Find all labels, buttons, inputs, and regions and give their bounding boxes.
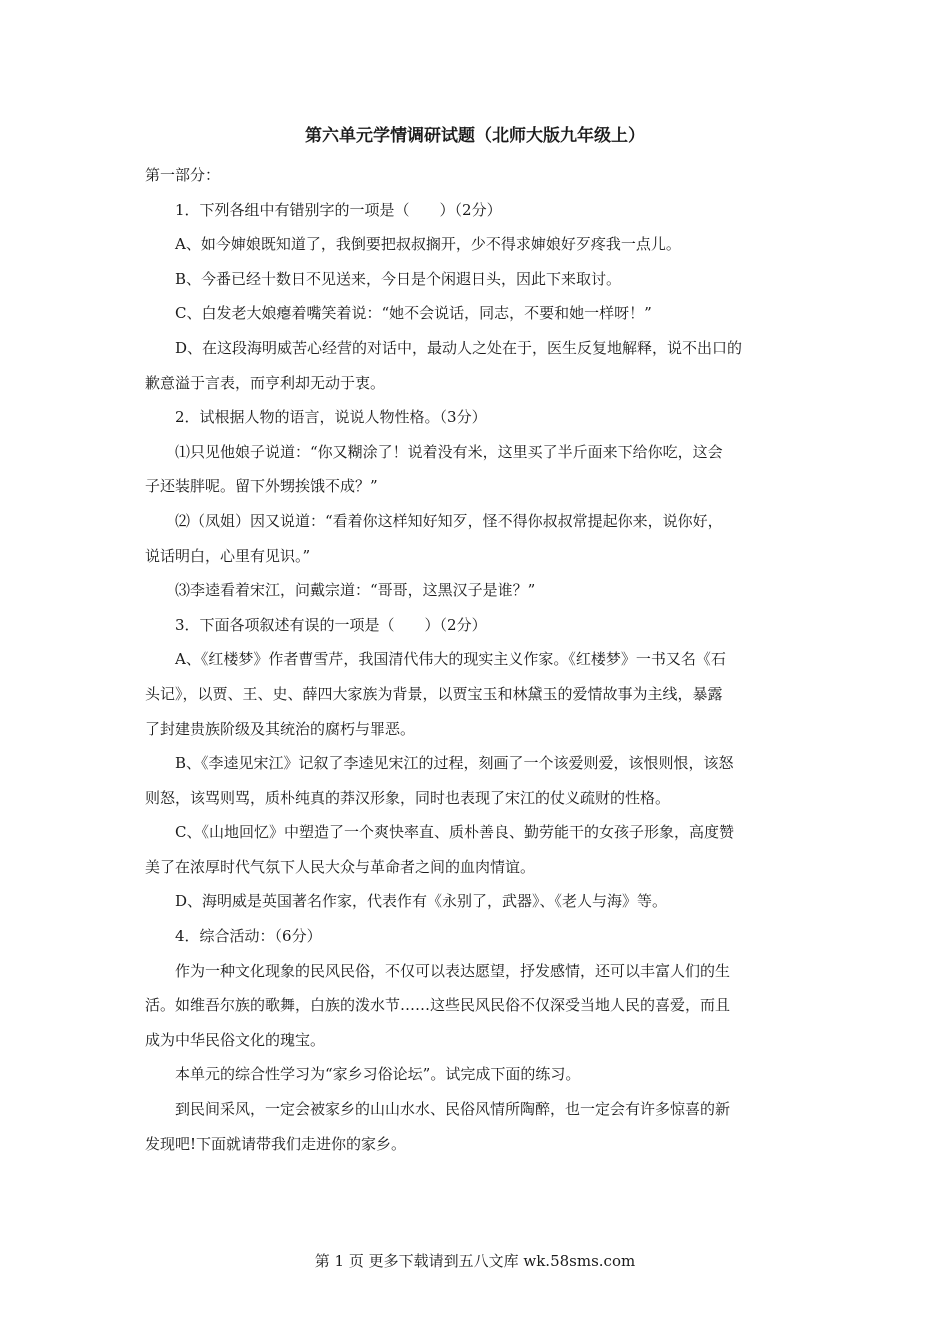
text-line: 成为中华民俗文化的瑰宝。 <box>145 1030 326 1049</box>
text-line: D、海明威是英国著名作家，代表作有《永别了，武器》、《老人与海》等。 <box>175 892 668 911</box>
text-line: 了封建贵族阶级及其统治的腐朽与罪恶。 <box>145 719 416 738</box>
text-line: 说话明白，心里有见识。” <box>145 546 311 565</box>
text-line: A、如今婶娘既知道了，我倒要把叔叔搁开，少不得求婶娘好歹疼我一点儿。 <box>175 235 681 254</box>
text-line: 头记》，以贾、王、史、薛四大家族为背景，以贾宝玉和林黛玉的爱情故事为主线，暴露 <box>145 684 723 703</box>
text-line: 1．下列各组中有错别字的一项是（ ）（2分） <box>175 200 502 219</box>
text-line: 美了在浓厚时代气氛下人民大众与革命者之间的血肉情谊。 <box>145 857 536 876</box>
text-line: C、《山地回忆》中塑造了一个爽快率直、质朴善良、勤劳能干的女孩子形象，高度赞 <box>175 823 734 842</box>
text-line: 3．下面各项叙述有误的一项是（ ）（2分） <box>175 615 487 634</box>
text-line: 第一部分： <box>145 166 221 184</box>
text-line: C、白发老大娘瘪着嘴笑着说：“她不会说话，同志，不要和她一样呀！” <box>175 304 652 323</box>
document-title: 第六单元学情调研试题（北师大版九年级上） <box>305 126 645 146</box>
text-line: 则怒，该骂则骂，质朴纯真的莽汉形象，同时也表现了宋江的仗义疏财的性格。 <box>145 788 671 807</box>
document-body <box>145 158 810 1161</box>
text-line: ⑵（凤姐）因又说道：“看着你这样知好知歹，怪不得你叔叔常提起你来，说你好， <box>175 511 723 530</box>
text-line: D、在这段海明威苦心经营的对话中，最动人之处在于，医生反复地解释，说不出口的 <box>175 338 743 357</box>
text-line: 2．试根据人物的语言，说说人物性格。（3分） <box>175 408 487 427</box>
text-line: 活。如维吾尔族的歌舞，白族的泼水节……这些民风民俗不仅深受当地人民的喜爱，而且 <box>145 996 731 1015</box>
text-line: ⑴只见他娘子说道：“你又糊涂了！说着没有米，这里买了半斤面来下给你吃，这会 <box>175 442 723 461</box>
text-line: 4．综合活动：（6分） <box>175 927 322 946</box>
page-footer: 第 1 页 更多下载请到五八文库 wk.58sms.com <box>314 1252 636 1270</box>
text-line: 发现吧!下面就请带我们走进你的家乡。 <box>145 1134 407 1153</box>
text-line: 本单元的综合性学习为“家乡习俗论坛”。试完成下面的练习。 <box>175 1065 581 1084</box>
text-line: 作为一种文化现象的民风民俗，不仅可以表达愿望，抒发感情，还可以丰富人们的生 <box>175 961 731 980</box>
text-line: A、《红楼梦》作者曹雪芹，我国清代伟大的现实主义作家。《红楼梦》一书又名《石 <box>175 650 726 669</box>
text-line: ⑶李逵看着宋江，问戴宗道：“哥哥，这黑汉子是谁？” <box>175 581 536 600</box>
text-line: 子还装胖呢。留下外甥挨饿不成？” <box>145 477 378 496</box>
text-line: 到民间采风，一定会被家乡的山山水水、民俗风情所陶醉，也一定会有许多惊喜的新 <box>175 1100 731 1119</box>
text-line: B、《李逵见宋江》记叙了李逵见宋江的过程，刻画了一个该爱则爱，该恨则恨，该怒 <box>175 754 734 773</box>
text-line: B、今番已经十数日不见送来，今日是个闲遐日头，因此下来取讨。 <box>175 269 622 288</box>
text-line: 歉意溢于言表，而亨利却无动于衷。 <box>145 373 386 392</box>
